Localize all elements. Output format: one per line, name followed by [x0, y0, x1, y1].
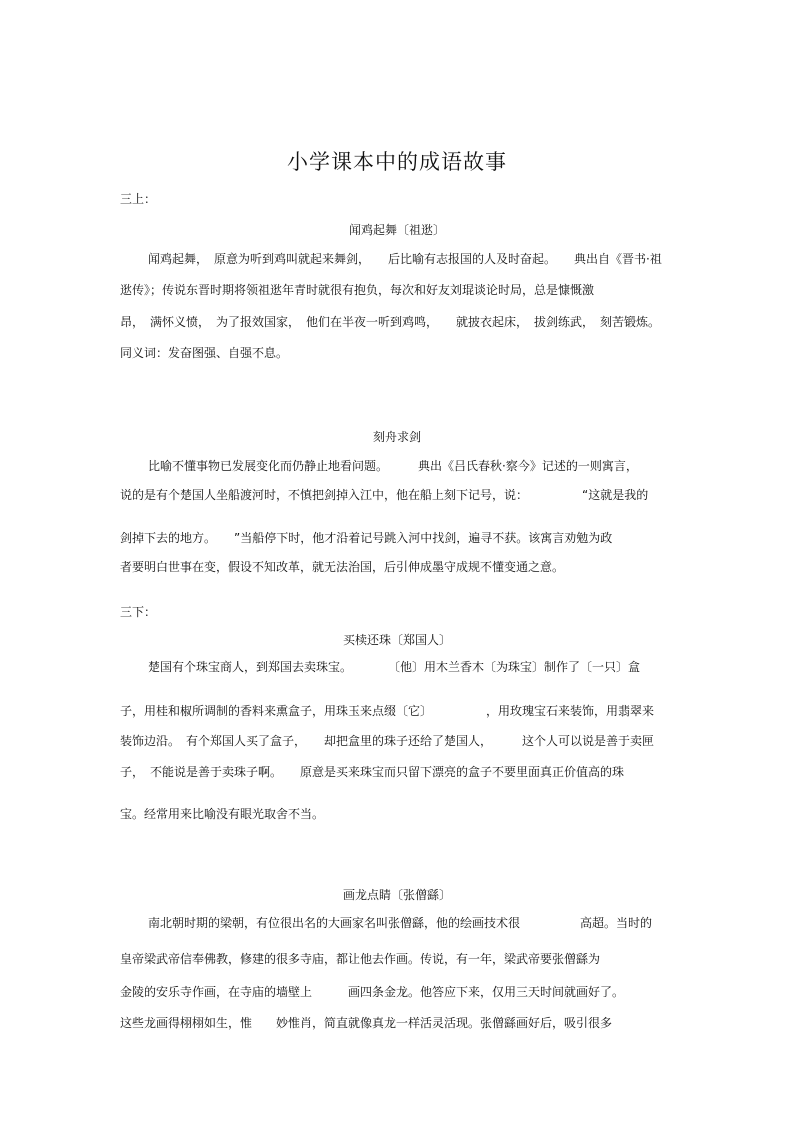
- story-title-2: 刻舟求剑: [372, 430, 421, 444]
- story-2-line-4: 者要明白世事在变，假设不知改革，就无法治国，后引伸成墨守成规不懂变通之意。: [120, 560, 565, 574]
- story-1-line-2: 逖传》；传说东晋时期将领祖逖年青时就很有抱负，每次和好友刘琨谈论时局，总是慷慨激: [120, 283, 595, 297]
- story-2-line-1: 比喻不懂事物已发展变化而仍静止地看问题。 典出《吕氏春秋·察今》记述的一则寓言，: [148, 459, 638, 473]
- story-4-line-4: 这些龙画得栩栩如生，惟 妙惟肖，简直就像真龙一样活灵活现。张僧繇画好后，吸引很多: [120, 1016, 613, 1030]
- section-label-1: 三上：: [120, 192, 157, 206]
- story-3-line-2: 子，用桂和椒所调制的香料来熏盒子，用珠玉来点缀〔它〕 ，用玫瑰宝石来装饰，用翡翠来: [120, 704, 655, 718]
- document-title: 小学课本中的成语故事: [287, 150, 507, 174]
- story-title-3: 买椟还珠〔郑国人〕: [342, 633, 451, 647]
- story-4-line-2: 皇帝梁武帝信奉佛教，修建的很多寺庙，都让他去作画。传说，有一年，梁武帝要张僧繇为: [120, 952, 601, 966]
- story-3-line-4: 子， 不能说是善于卖珠子啊。 原意是买来珠宝而只留下漂亮的盒子不要里面真正价值高的珠: [120, 765, 625, 779]
- story-4-line-3: 金陵的安乐寺作画，在寺庙的墙壁上 画四条金龙。他答应下来，仅用三天时间就画好了。: [120, 985, 625, 999]
- story-3-line-5: 宝。经常用来比喻没有眼光取舍不当。: [120, 807, 325, 821]
- story-2-line-3: 剑掉下去的地方。 ”当船停下时，他才沿着记号跳入河中找剑，遍寻不获。该寓言劝勉为政: [120, 531, 613, 545]
- section-label-2: 三下：: [120, 605, 157, 619]
- story-3-line-1: 楚国有个珠宝商人，到郑国去卖珠宝。 〔他〕用木兰香木〔为珠宝〕制作了〔一只〕盒: [148, 660, 641, 674]
- story-1-line-4: 同义词：发奋图强、自强不息。: [120, 346, 289, 360]
- story-1-line-3: 昂， 满怀义愤， 为了报效国家， 他们在半夜一听到鸡鸣， 就披衣起床， 拔剑练武， 刻苦锻炼。: [120, 315, 661, 329]
- story-title-1: 闻鸡起舞〔祖逖〕: [348, 223, 445, 237]
- story-4-line-1: 南北朝时期的梁朝，有位很出名的大画家名叫张僧繇，他的绘画技术很 高超。当时的: [148, 916, 653, 930]
- story-2-line-2: 说的是有个楚国人坐船渡河时，不慎把剑掉入江中，他在船上刻下记号，说： “这就是我的: [120, 488, 649, 502]
- story-title-4: 画龙点睛〔张僧繇〕: [342, 888, 451, 902]
- story-1-line-1: 闻鸡起舞， 原意为听到鸡叫就起来舞剑， 后比喻有志报国的人及时奋起。 典出自《晋书·祖: [148, 252, 662, 266]
- story-3-line-3: 装饰边沿。 有个郑国人买了盒子， 却把盒里的珠子还给了楚国人， 这个人可以说是善于卖匣: [120, 734, 655, 748]
